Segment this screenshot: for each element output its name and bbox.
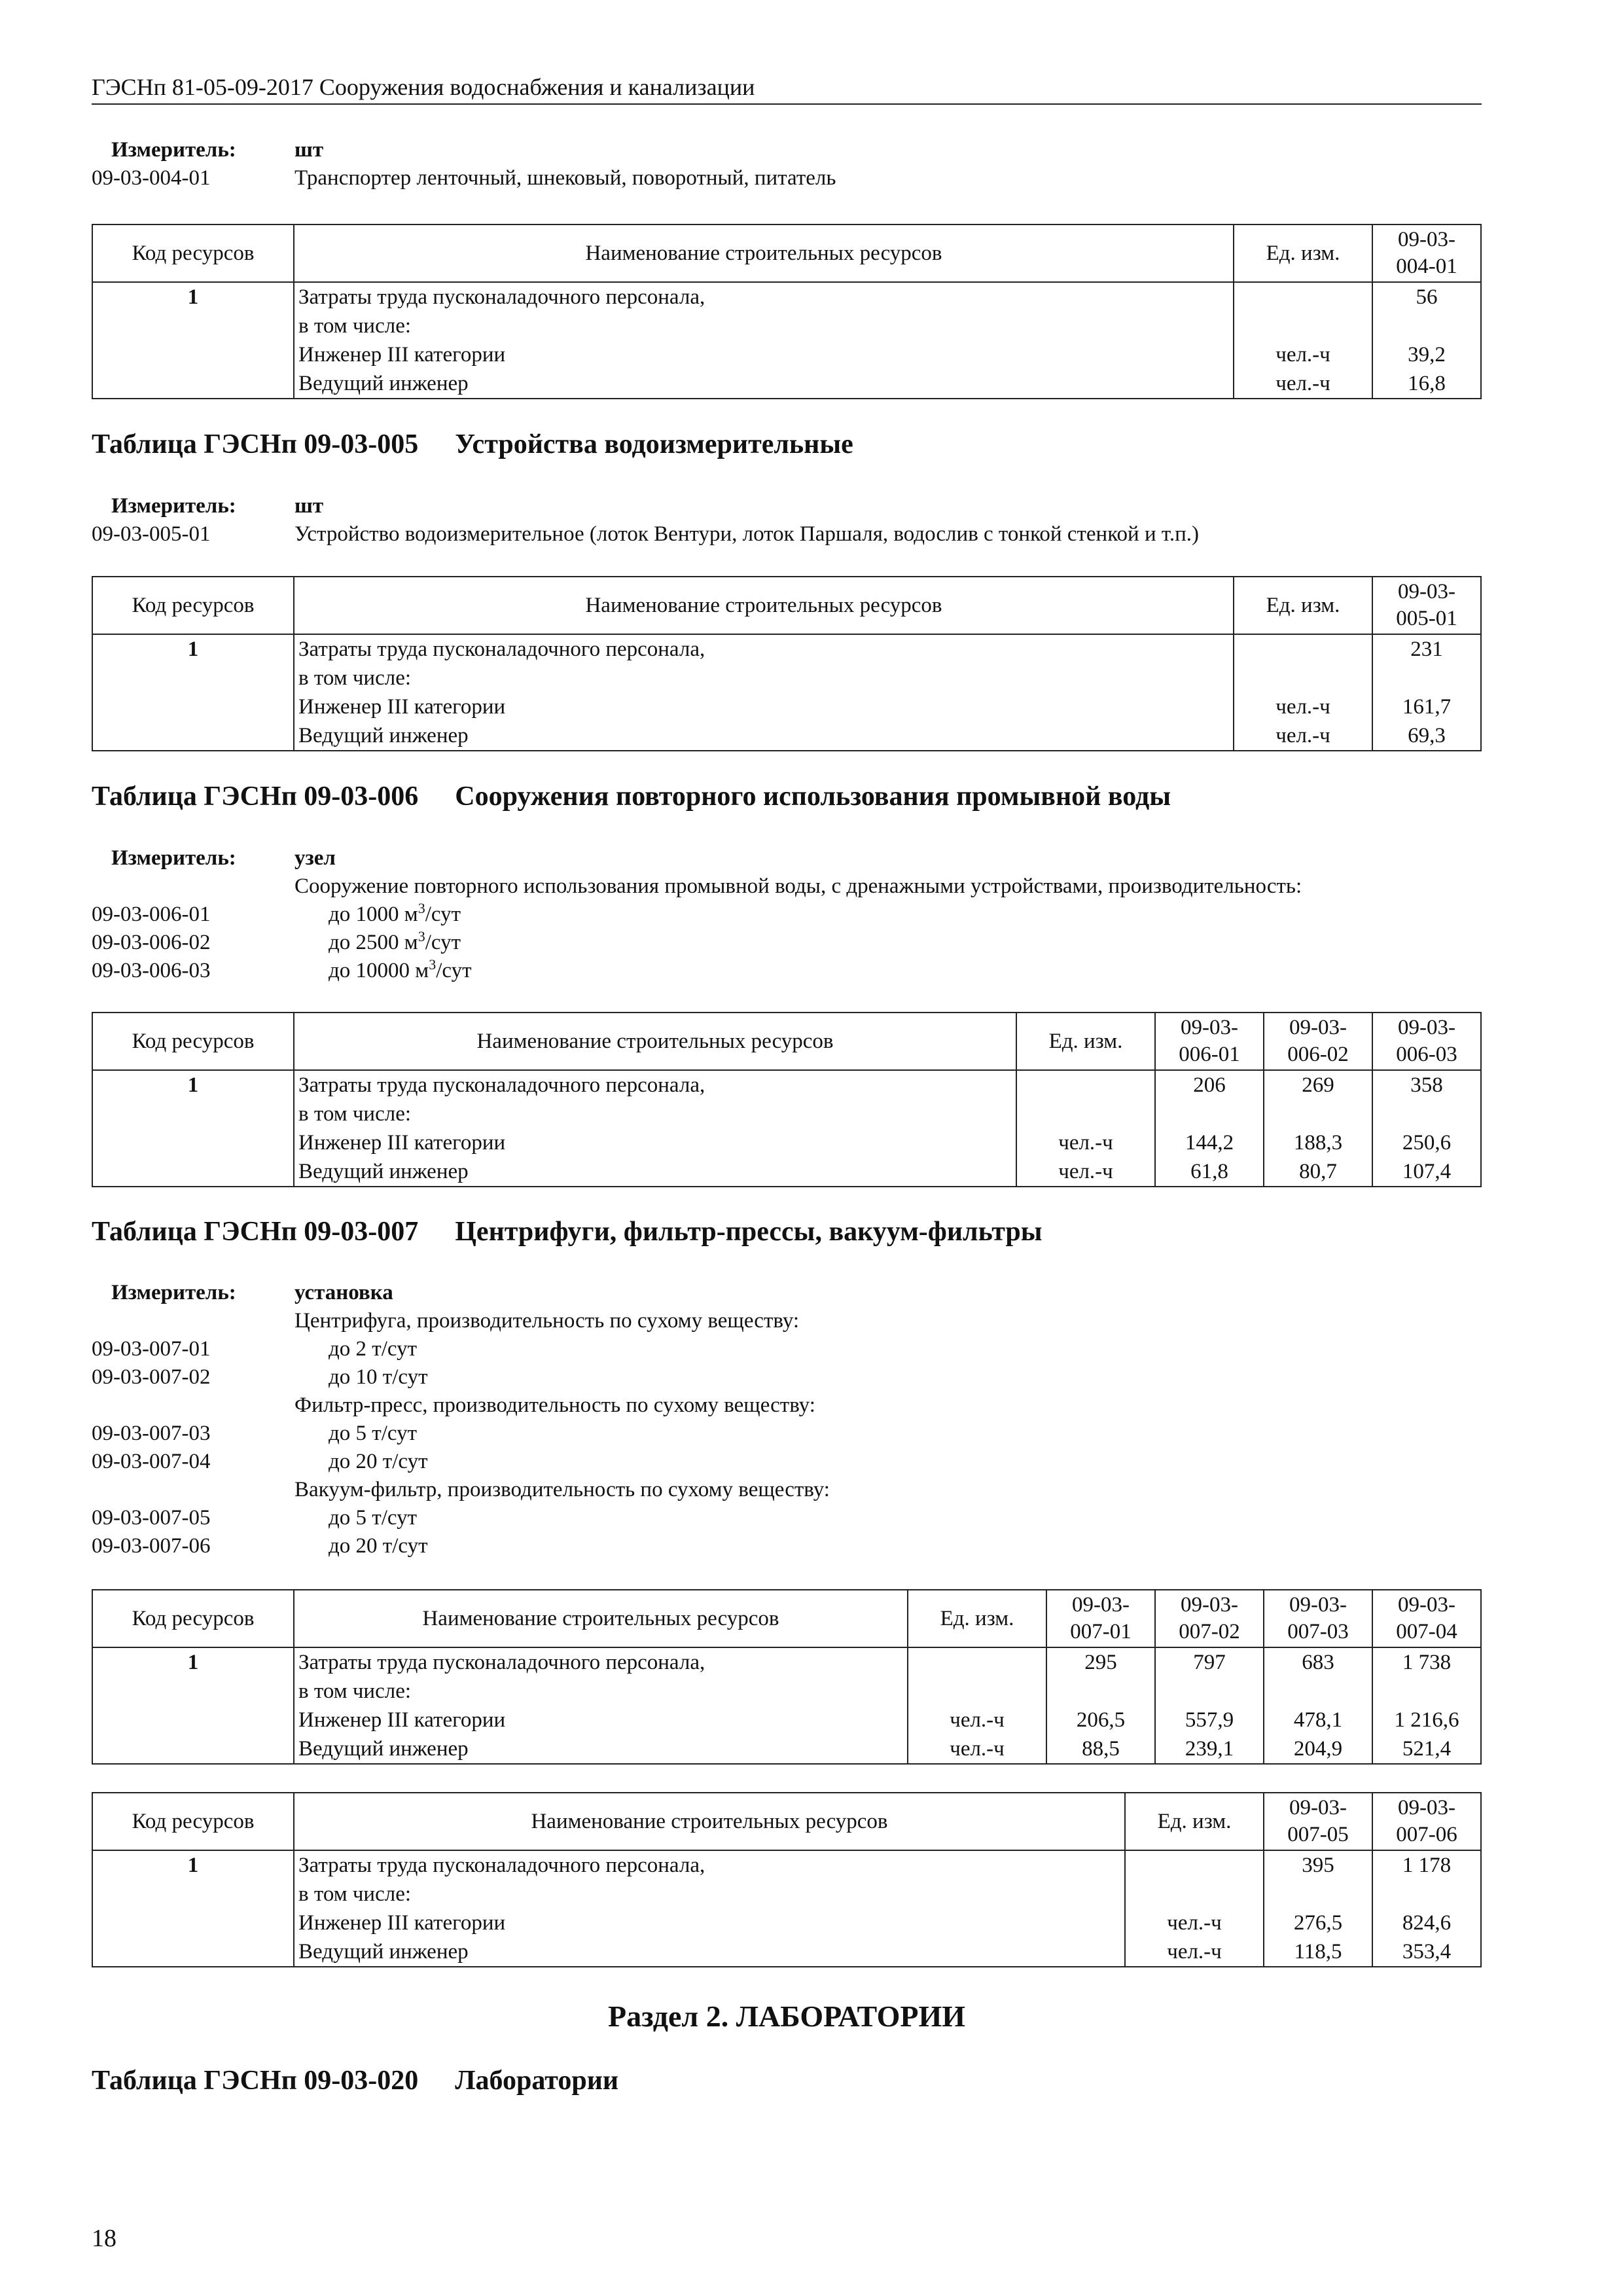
item-code: 09-03-007-01 [92, 1337, 211, 1361]
group-text: Центрифуга, производительность по сухому веществу: [294, 1309, 800, 1333]
row-code: 1 [92, 1647, 294, 1764]
col-norm-header: 09-03- 006-01 [1155, 1013, 1264, 1070]
col-code-header: Код ресурсов [92, 224, 294, 282]
row-names: Затраты труда пусконаладочного персонала, в том числе: Инженер III категории Ведущий инженер [294, 1070, 1016, 1187]
col-name-header: Наименование строительных ресурсов [294, 1013, 1016, 1070]
col-norm-header: 09-03- 006-03 [1372, 1013, 1481, 1070]
table-title-007: Таблица ГЭСНп 09-03-007 Центрифуги, фильтр-прессы, вакуум-фильтры [92, 1217, 1043, 1247]
table-row [92, 634, 1481, 751]
row-units: чел.-ч чел.-ч [1234, 282, 1372, 399]
item-code: 09-03-006-02 [92, 931, 211, 954]
measure-block-004 [92, 136, 836, 192]
table-row [92, 1850, 1481, 1967]
item-text: до 10 т/сут [329, 1365, 428, 1389]
item-text: до 20 т/сут [329, 1450, 428, 1473]
table-row [92, 1647, 1481, 1764]
measure-label: Измеритель: [111, 494, 236, 518]
item-code: 09-03-007-03 [92, 1422, 211, 1445]
col-name-header: Наименование строительных ресурсов [294, 1793, 1125, 1850]
col-unit-header: Ед. изм. [1234, 224, 1372, 282]
row-code: 1 [92, 282, 294, 399]
group-text: Вакуум-фильтр, производительность по сухому веществу: [294, 1478, 830, 1501]
item-text: до 20 т/сут [329, 1534, 428, 1558]
row-values: 231 161,7 69,3 [1372, 634, 1481, 751]
row-names: Затраты труда пусконаладочного персонала, в том числе: Инженер III категории Ведущий инженер [294, 1850, 1125, 1967]
row-units: чел.-ч чел.-ч [1125, 1850, 1264, 1967]
item-text: до 2 т/сут [329, 1337, 418, 1361]
item-code: 09-03-007-06 [92, 1534, 211, 1558]
col-norm-header: 09-03- 005-01 [1372, 577, 1481, 634]
row-names: Затраты труда пусконаладочного персонала, в том числе: Инженер III категории Ведущий инженер [294, 634, 1234, 751]
measure-label: Измеритель: [111, 1281, 236, 1304]
col-norm-header: 09-03- 006-02 [1264, 1013, 1372, 1070]
item-text: до 5 т/сут [329, 1422, 418, 1445]
row-values: 206 144,2 61,8 [1155, 1070, 1264, 1187]
table-header-row [92, 224, 1481, 282]
col-unit-header: Ед. изм. [1016, 1013, 1155, 1070]
col-norm-header: 09-03- 007-01 [1046, 1590, 1155, 1647]
table-row [92, 282, 1481, 399]
row-units: чел.-ч чел.-ч [1016, 1070, 1155, 1187]
row-values: 1 178 824,6 353,4 [1372, 1850, 1481, 1967]
col-norm-header: 09-03- 007-02 [1155, 1590, 1264, 1647]
row-values: 1 738 1 216,6 521,4 [1372, 1647, 1481, 1764]
resource-table-007-a [92, 1589, 1482, 1765]
table-row [92, 1070, 1481, 1187]
measure-block-007 [92, 1279, 830, 1560]
col-code-header: Код ресурсов [92, 577, 294, 634]
row-values: 797 557,9 239,1 [1155, 1647, 1264, 1764]
row-values: 56 39,2 16,8 [1372, 282, 1481, 399]
row-values: 683 478,1 204,9 [1264, 1647, 1372, 1764]
col-code-header: Код ресурсов [92, 1013, 294, 1070]
col-name-header: Наименование строительных ресурсов [294, 577, 1234, 634]
row-names: Затраты труда пусконаладочного персонала, в том числе: Инженер III категории Ведущий инженер [294, 1647, 908, 1764]
resource-table-004 [92, 224, 1482, 399]
col-unit-header: Ед. изм. [1234, 577, 1372, 634]
col-unit-header: Ед. изм. [1125, 1793, 1264, 1850]
col-name-header: Наименование строительных ресурсов [294, 224, 1234, 282]
item-text: до 1000 $м^3$/сут [329, 900, 461, 926]
row-values: 395 276,5 118,5 [1264, 1850, 1372, 1967]
item-text: до 10000 $м^3$/сут [329, 956, 472, 982]
item-code: 09-03-006-01 [92, 903, 211, 926]
section-heading: Раздел 2. ЛАБОРАТОРИИ [607, 2000, 966, 2033]
row-names: Затраты труда пусконаладочного персонала, в том числе: Инженер III категории Ведущий инженер [294, 282, 1234, 399]
item-code: 09-03-004-01 [92, 166, 211, 190]
row-code: 1 [92, 1070, 294, 1187]
table-title-020: Таблица ГЭСНп 09-03-020 Лаборатории [92, 2066, 619, 2096]
measure-block-006 [92, 844, 1302, 985]
col-norm-header: 09-03- 004-01 [1372, 224, 1481, 282]
table-title-006: Таблица ГЭСНп 09-03-006 Сооружения повторного использования промывной воды [92, 781, 1171, 812]
page-number: 18 [92, 2225, 116, 2252]
item-code: 09-03-007-05 [92, 1506, 211, 1530]
running-header: ГЭСНп 81-05-09-2017 Сооружения водоснабжения и канализации [92, 73, 1482, 105]
col-norm-header: 09-03- 007-03 [1264, 1590, 1372, 1647]
item-code: 09-03-007-02 [92, 1365, 211, 1389]
col-name-header: Наименование строительных ресурсов [294, 1590, 908, 1647]
col-code-header: Код ресурсов [92, 1590, 294, 1647]
row-units: чел.-ч чел.-ч [1234, 634, 1372, 751]
measure-unit: шт [294, 494, 324, 518]
measure-unit: установка [294, 1281, 393, 1304]
col-unit-header: Ед. изм. [908, 1590, 1046, 1647]
group-text: Фильтр-пресс, производительность по сухому веществу: [294, 1393, 815, 1417]
row-code: 1 [92, 634, 294, 751]
item-code: 09-03-007-04 [92, 1450, 211, 1473]
item-text: Устройство водоизмерительное (лоток Вентури, лоток Паршаля, водослив с тонкой стенкой и т.п.) [294, 522, 1199, 546]
row-values: 269 188,3 80,7 [1264, 1070, 1372, 1187]
row-values: 295 206,5 88,5 [1046, 1647, 1155, 1764]
col-norm-header: 09-03- 007-06 [1372, 1793, 1481, 1850]
measure-unit: узел [294, 846, 336, 870]
col-norm-header: 09-03- 007-04 [1372, 1590, 1481, 1647]
table-header-row [92, 1013, 1481, 1070]
resource-table-005 [92, 576, 1482, 751]
measure-block-005 [92, 492, 1199, 548]
table-header-row [92, 1590, 1481, 1647]
measure-unit: шт [294, 138, 324, 162]
measure-label: Измеритель: [111, 138, 236, 162]
row-code: 1 [92, 1850, 294, 1967]
table-title-005: Таблица ГЭСНп 09-03-005 Устройства водоизмерительные [92, 429, 853, 459]
group-text: Сооружение повторного использования промывной воды, с дренажными устройствами, производительность: [294, 874, 1302, 898]
item-code: 09-03-005-01 [92, 522, 211, 546]
table-header-row [92, 1793, 1481, 1850]
measure-label: Измеритель: [111, 846, 236, 870]
col-norm-header: 09-03- 007-05 [1264, 1793, 1372, 1850]
col-code-header: Код ресурсов [92, 1793, 294, 1850]
resource-table-007-b [92, 1792, 1482, 1967]
row-units: чел.-ч чел.-ч [908, 1647, 1046, 1764]
resource-table-006 [92, 1012, 1482, 1187]
item-text: до 5 т/сут [329, 1506, 418, 1530]
item-text: до 2500 $м^3$/сут [329, 928, 461, 954]
item-code: 09-03-006-03 [92, 959, 211, 982]
item-text: Транспортер ленточный, шнековый, поворотный, питатель [294, 166, 836, 190]
row-values: 358 250,6 107,4 [1372, 1070, 1481, 1187]
table-header-row [92, 577, 1481, 634]
